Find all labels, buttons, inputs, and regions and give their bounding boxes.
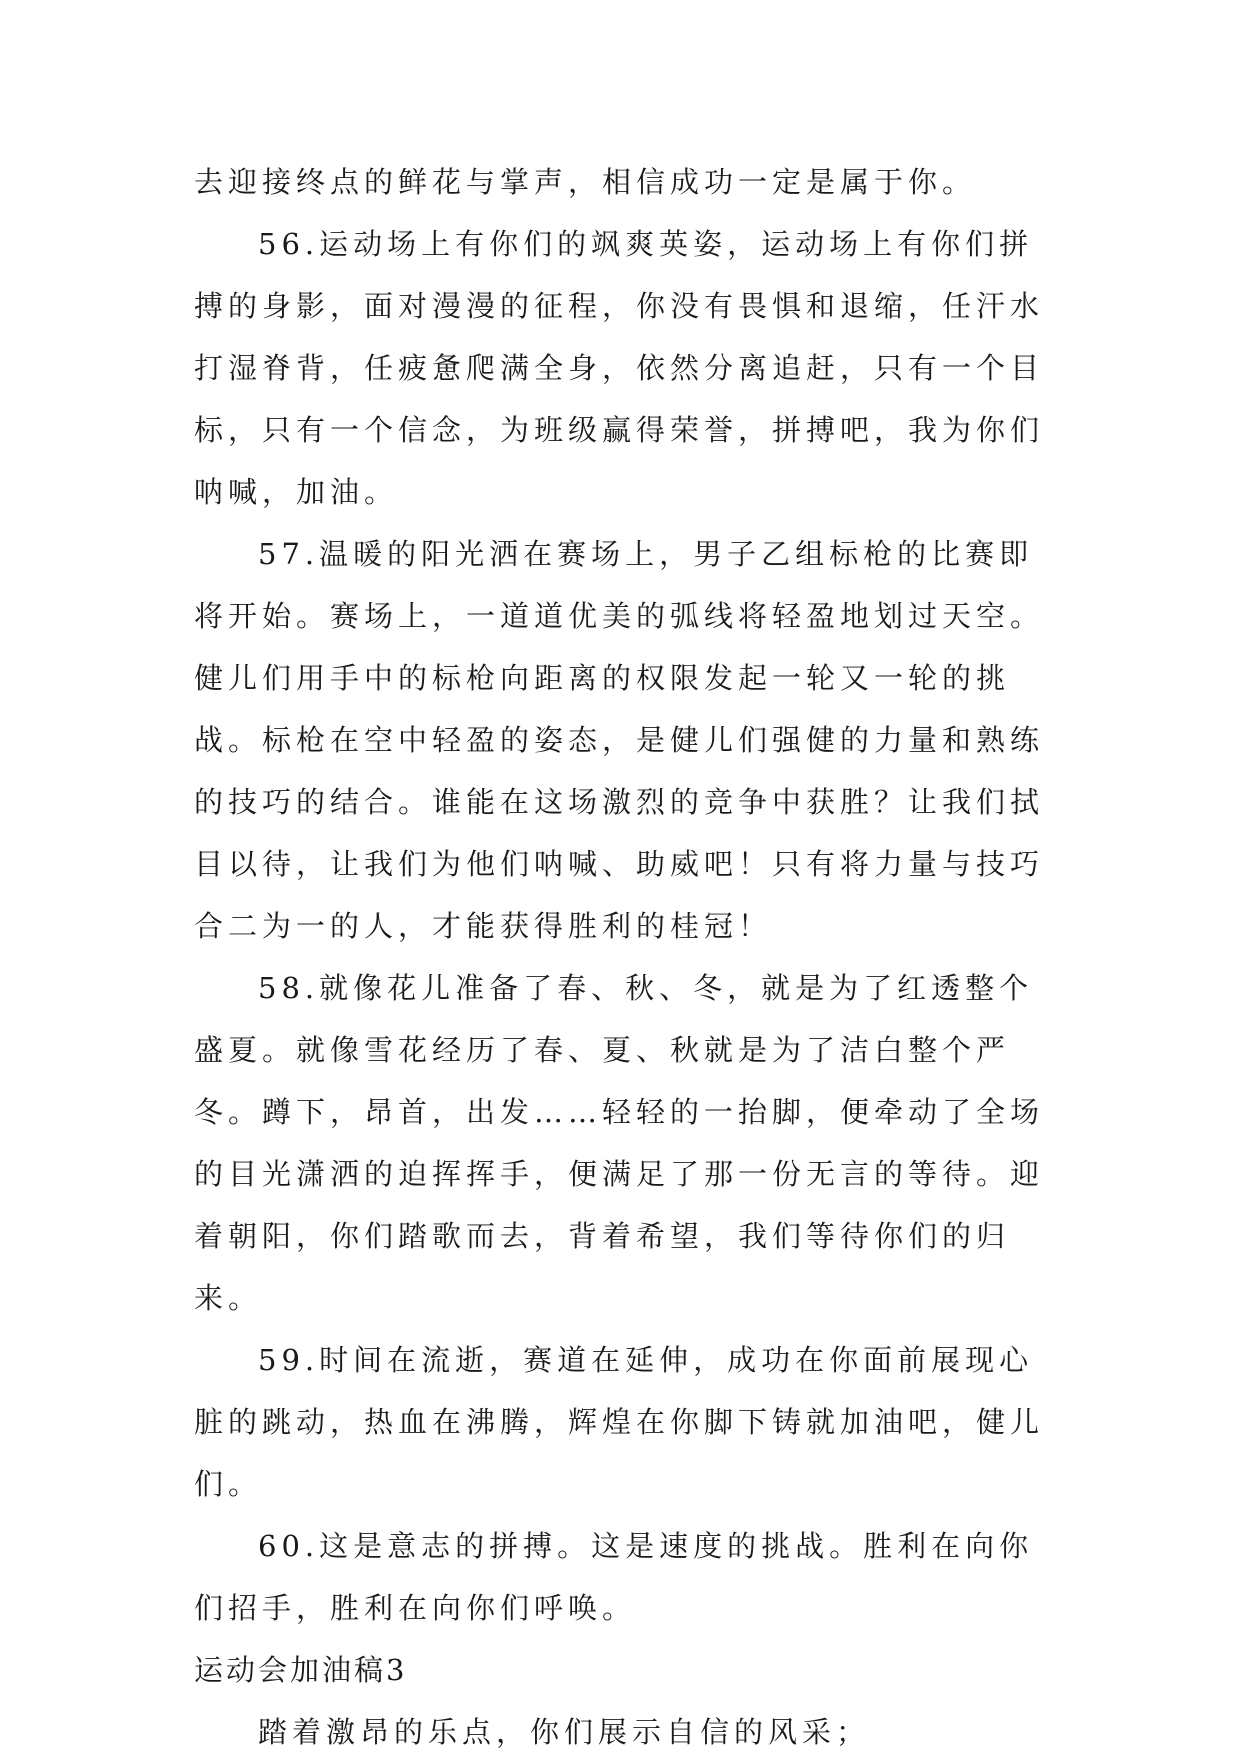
document-page [194, 151, 1054, 1763]
paragraph-60: 60.这是意志的拼搏。这是速度的挑战。胜利在向你们招手，胜利在向你们呼唤。 [194, 1529, 1034, 1625]
section-heading: 运动会加油稿3 [194, 1653, 408, 1687]
paragraph-57: 57.温暖的阳光洒在赛场上，男子乙组标枪的比赛即将开始。赛场上，一道道优美的弧线将轻盈地划过天空。健儿们用手中的标枪向距离的权限发起一轮又一轮的挑战。标枪在空中轻盈的姿态，是健儿们强健的力量和熟练的技巧的结合。谁能在这场激烈的竞争中获胜？让我们拭目以待，让我们为他们呐喊、助威吧！只有将力量与技巧合二为一的人，才能获得胜利的桂冠！ [194, 537, 1045, 943]
paragraph-continuation: 去迎接终点的鲜花与掌声，相信成功一定是属于你。 [194, 165, 977, 199]
paragraph-58: 58.就像花儿准备了春、秋、冬，就是为了红透整个盛夏。就像雪花经历了春、夏、秋就是为了洁白整个严冬。蹲下，昂首，出发……轻轻的一抬脚，便牵动了全场的目光潇洒的迫挥挥手，便满足了那一份无言的等待。迎着朝阳，你们踏歌而去，背着希望，我们等待你们的归来。 [194, 971, 1045, 1315]
paragraph-section-start: 踏着激昂的乐点，你们展示自信的风采； [258, 1715, 871, 1749]
paragraph-56: 56.运动场上有你们的飒爽英姿，运动场上有你们拼搏的身影，面对漫漫的征程，你没有畏惧和退缩，任汗水打湿脊背，任疲惫爬满全身，依然分离追赶，只有一个目标，只有一个信念，为班级赢得荣誉，拼搏吧，我为你们呐喊，加油。 [194, 227, 1045, 509]
paragraph-59: 59.时间在流逝，赛道在延伸，成功在你面前展现心脏的跳动，热血在沸腾，辉煌在你脚下铸就加油吧，健儿们。 [194, 1343, 1045, 1501]
